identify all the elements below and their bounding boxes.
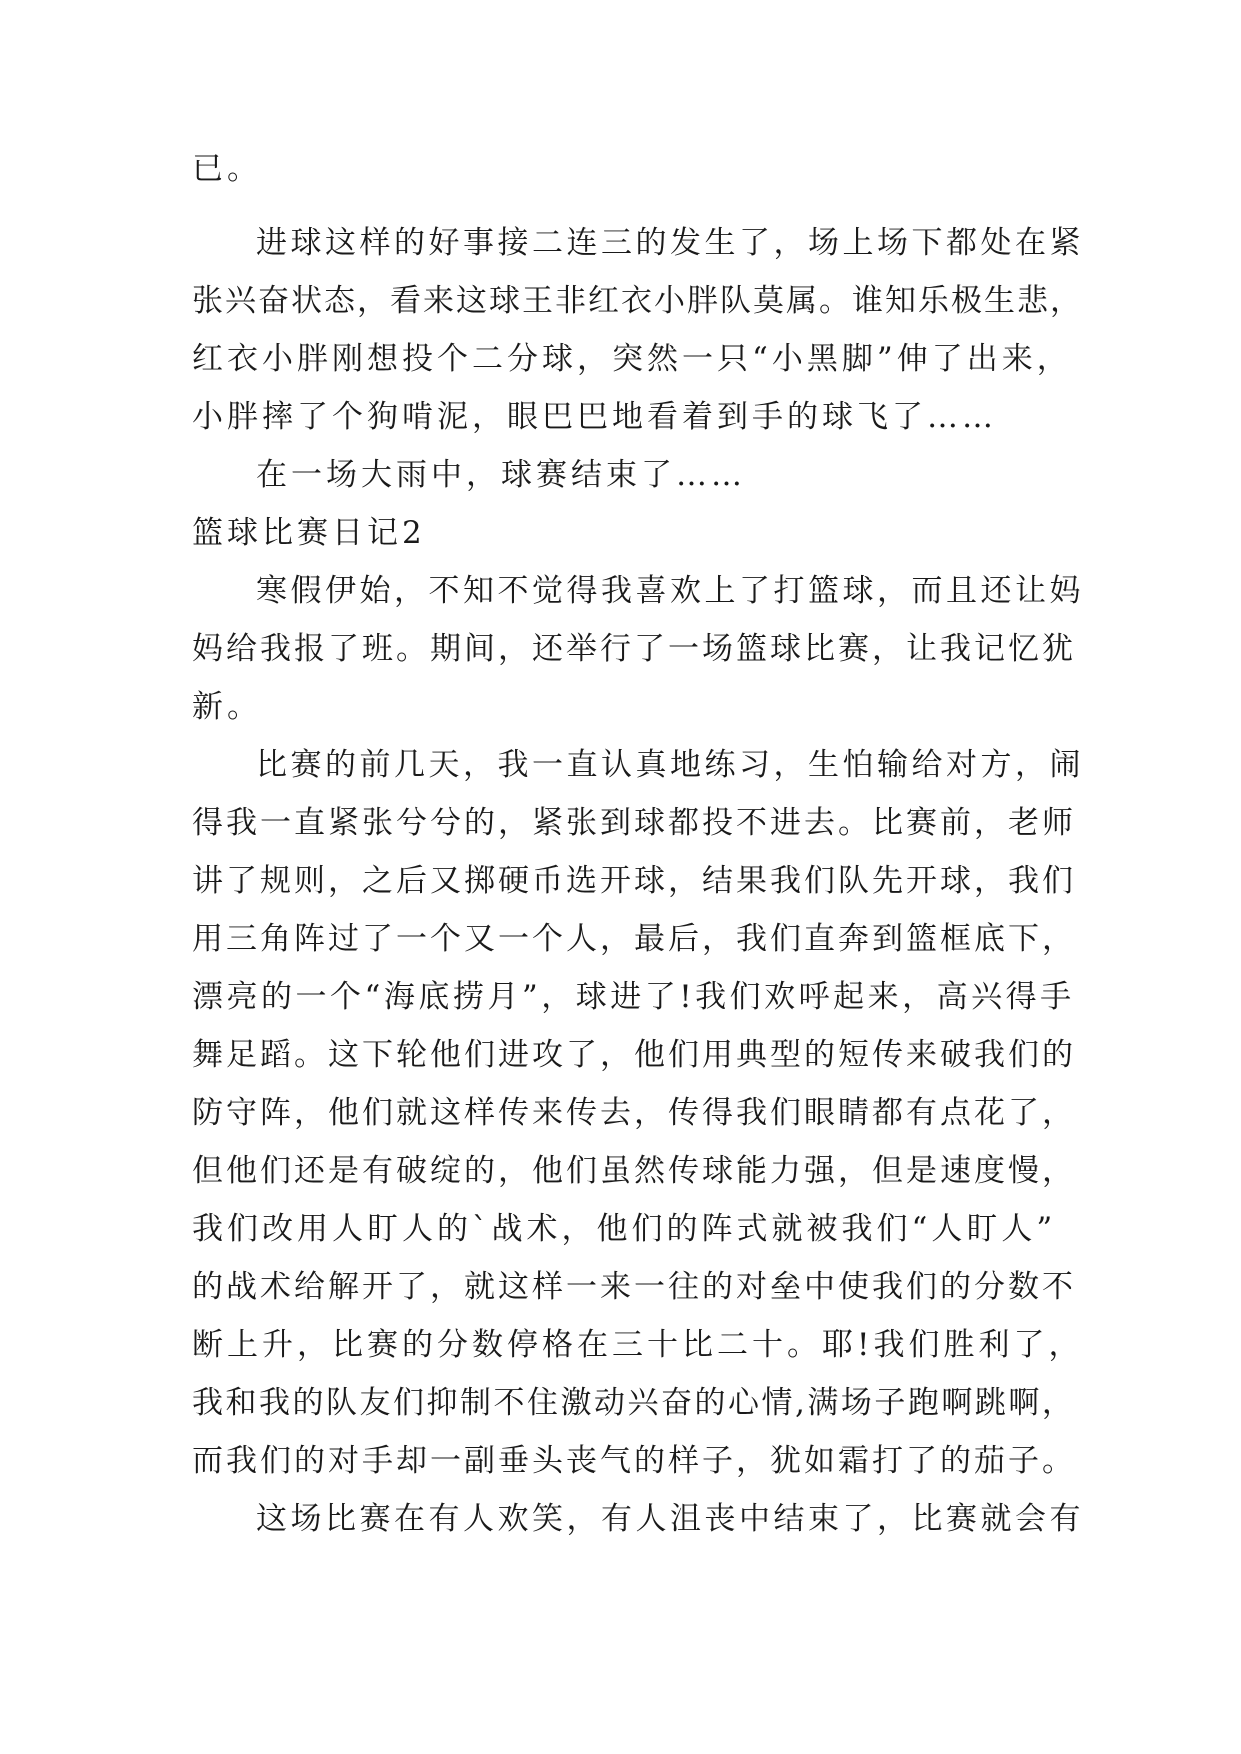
text-line: 寒假伊始，不知不觉得我喜欢上了打篮球，而且还让妈 <box>256 573 1084 609</box>
text-line: 我和我的队友们抑制不住激动兴奋的心情,满场子跑啊跳啊， <box>192 1385 1076 1421</box>
text-line: 张兴奋状态，看来这球王非红衣小胖队莫属。谁知乐极生悲， <box>192 283 1083 319</box>
text-line: 得我一直紧张兮兮的，紧张到球都投不进去。比赛前，老师 <box>192 805 1076 841</box>
text-line: 妈给我报了班。期间，还举行了一场篮球比赛，让我记忆犹 <box>192 631 1076 667</box>
section-heading: 篮球比赛日记2 <box>192 515 426 551</box>
text-line: 比赛的前几天，我一直认真地练习，生怕输给对方，闹 <box>256 747 1084 783</box>
text-line: 而我们的对手却一副垂头丧气的样子，犹如霜打了的茄子。 <box>192 1443 1076 1479</box>
text-line: 这场比赛在有人欢笑，有人沮丧中结束了，比赛就会有 <box>256 1501 1084 1537</box>
text-line: 的战术给解开了，就这样一来一往的对垒中使我们的分数不 <box>192 1269 1076 1305</box>
text-line: 讲了规则，之后又掷硬币选开球，结果我们队先开球，我们 <box>192 863 1076 899</box>
text-line: 小胖摔了个狗啃泥，眼巴巴地看着到手的球飞了…… <box>192 399 997 435</box>
text-line: 在一场大雨中，球赛结束了…… <box>256 457 746 493</box>
text-line: 舞足蹈。这下轮他们进攻了，他们用典型的短传来破我们的 <box>192 1037 1076 1073</box>
text-line: 防守阵，他们就这样传来传去，传得我们眼睛都有点花了， <box>192 1095 1076 1131</box>
text-line: 红衣小胖刚想投个二分球，突然一只“小黑脚”伸了出来， <box>192 341 1072 377</box>
text-line: 但他们还是有破绽的，他们虽然传球能力强，但是速度慢， <box>192 1153 1076 1189</box>
text-line: 我们改用人盯人的`战术，他们的阵式就被我们“人盯人” <box>192 1211 1057 1247</box>
text-line: 用三角阵过了一个又一个人，最后，我们直奔到篮框底下， <box>192 921 1076 957</box>
text-line: 新。 <box>192 689 262 725</box>
text-line: 进球这样的好事接二连三的发生了，场上场下都处在紧 <box>256 225 1084 261</box>
text-line: 漂亮的一个“海底捞月”，球进了!我们欢呼起来，高兴得手 <box>192 979 1075 1015</box>
text-line: 已。 <box>192 151 262 187</box>
text-line: 断上升，比赛的分数停格在三十比二十。耶!我们胜利了， <box>192 1327 1084 1363</box>
